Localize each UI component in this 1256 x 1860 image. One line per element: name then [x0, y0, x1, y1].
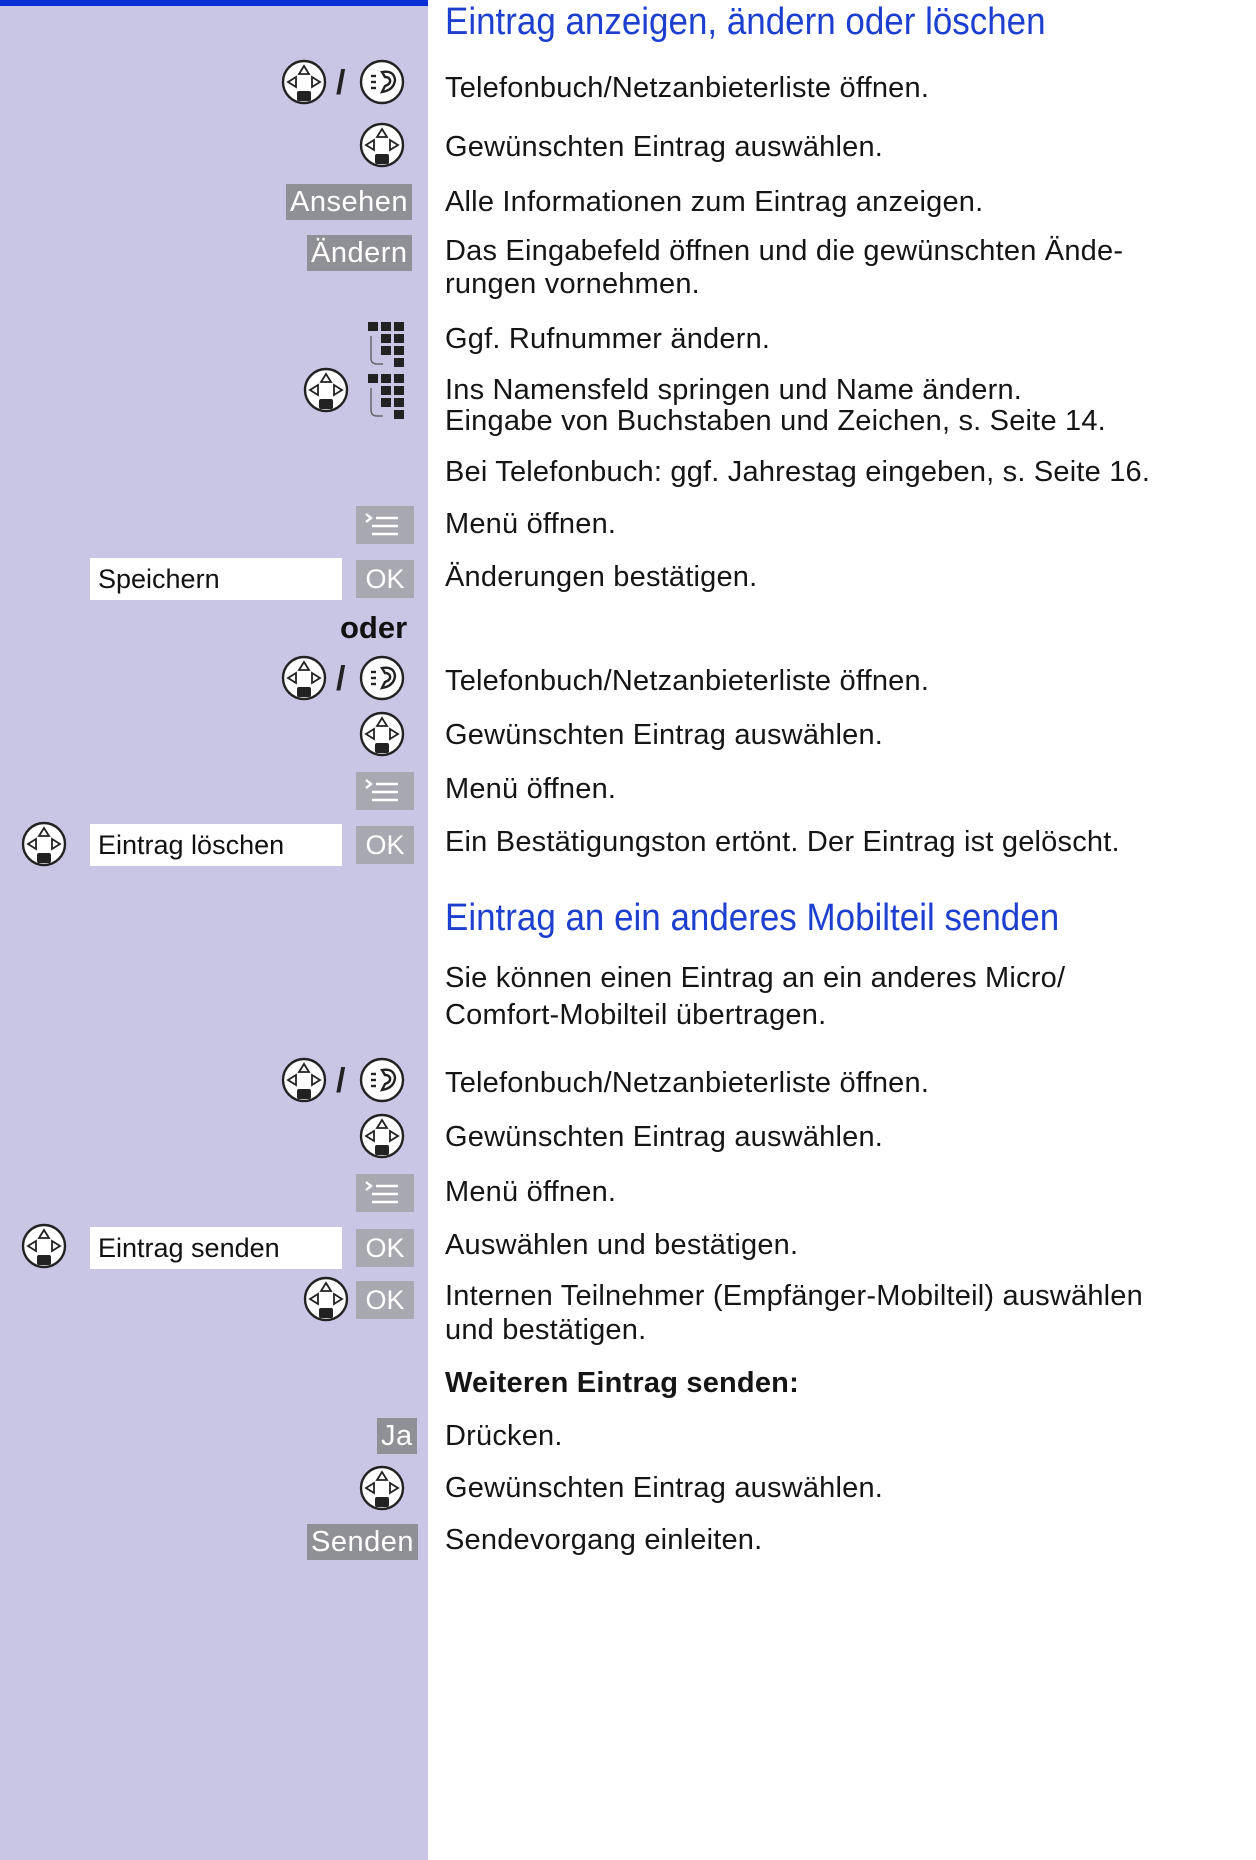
menu-item-eintrag-loeschen[interactable]: Eintrag löschen — [90, 824, 342, 866]
step-internal-1: Internen Teilnehmer (Empfänger-Mobilteil) auswählen — [445, 1280, 1143, 1312]
menu-icon — [356, 1174, 414, 1212]
top-accent-bar — [0, 0, 428, 6]
nav-key-icon[interactable] — [302, 1275, 350, 1325]
softkey-senden[interactable]: Senden — [307, 1524, 418, 1560]
step-send-open-list: Telefonbuch/Netzanbieterliste öffnen. — [445, 1067, 930, 1099]
step-name-field-2: Eingabe von Buchstaben und Zeichen, s. Seite 14. — [445, 405, 1106, 437]
step-open-menu: Menü öffnen. — [445, 508, 617, 540]
step-name-field-1: Ins Namensfeld springen und Name ändern. — [445, 374, 1023, 406]
step-open-field-1: Das Eingabefeld öffnen und die gewünschten Ände- — [445, 235, 1124, 267]
menu-key[interactable] — [356, 772, 414, 810]
menu-icon — [356, 772, 414, 810]
nav-key-icon[interactable] — [280, 58, 328, 108]
or-label: oder — [340, 610, 408, 645]
step-deleted: Ein Bestätigungston ertönt. Der Eintrag ist gelöscht. — [445, 826, 1120, 858]
step-open-list-b: Telefonbuch/Netzanbieterliste öffnen. — [445, 665, 930, 697]
step-select-entry: Gewünschten Eintrag auswählen. — [445, 131, 884, 163]
nav-key-icon[interactable] — [358, 121, 406, 171]
ok-button[interactable]: OK — [356, 1229, 414, 1267]
step-press: Drücken. — [445, 1420, 563, 1452]
menu-item-speichern[interactable]: Speichern — [90, 558, 342, 600]
nav-key-icon[interactable] — [280, 1056, 328, 1106]
ok-button[interactable]: OK — [356, 560, 414, 598]
section-title-edit: Eintrag anzeigen, ändern oder löschen — [445, 1, 1046, 43]
step-open-menu-b: Menü öffnen. — [445, 773, 617, 805]
step-change-number: Ggf. Rufnummer ändern. — [445, 323, 771, 355]
subheading-more: Weiteren Eintrag senden: — [445, 1367, 799, 1399]
step-select-entry-b: Gewünschten Eintrag auswählen. — [445, 719, 884, 751]
nav-key-icon[interactable] — [20, 820, 68, 870]
intro-line-1: Sie können einen Eintrag an ein anderes Micro/ — [445, 962, 1066, 994]
menu-key[interactable] — [356, 1174, 414, 1212]
ok-button[interactable]: OK — [356, 1281, 414, 1319]
nav-key-icon[interactable] — [358, 1112, 406, 1162]
section-title-send: Eintrag an ein anderes Mobilteil senden — [445, 897, 1060, 939]
step-open-list: Telefonbuch/Netzanbieterliste öffnen. — [445, 72, 930, 104]
phonebook-key-icon[interactable] — [358, 654, 406, 704]
phonebook-key-icon[interactable] — [358, 58, 406, 108]
keypad-icon[interactable] — [368, 322, 408, 370]
intro-line-2: Comfort-Mobilteil übertragen. — [445, 999, 827, 1031]
step-start-send: Sendevorgang einleiten. — [445, 1524, 763, 1556]
or-slash: / — [336, 1062, 346, 1100]
step-open-field-2: rungen vornehmen. — [445, 268, 700, 300]
softkey-ja[interactable]: Ja — [377, 1418, 417, 1454]
nav-key-icon[interactable] — [20, 1222, 68, 1272]
step-show-info: Alle Informationen zum Eintrag anzeigen. — [445, 186, 984, 218]
nav-key-icon[interactable] — [358, 1464, 406, 1514]
phonebook-key-icon[interactable] — [358, 1056, 406, 1106]
step-select-confirm: Auswählen und bestätigen. — [445, 1229, 799, 1261]
keypad-icon[interactable] — [368, 374, 408, 422]
step-send-select-entry: Gewünschten Eintrag auswählen. — [445, 1121, 884, 1153]
step-select-entry-c: Gewünschten Eintrag auswählen. — [445, 1472, 884, 1504]
step-internal-2: und bestätigen. — [445, 1314, 647, 1346]
or-slash: / — [336, 64, 346, 102]
softkey-ansehen[interactable]: Ansehen — [286, 184, 412, 220]
step-confirm-changes: Änderungen bestätigen. — [445, 561, 758, 593]
menu-key[interactable] — [356, 506, 414, 544]
step-anniversary: Bei Telefonbuch: ggf. Jahrestag eingeben, s. Seite 16. — [445, 456, 1151, 488]
menu-item-eintrag-senden[interactable]: Eintrag senden — [90, 1227, 342, 1269]
or-slash: / — [336, 660, 346, 698]
nav-key-icon[interactable] — [358, 710, 406, 760]
step-send-open-menu: Menü öffnen. — [445, 1176, 617, 1208]
nav-key-icon[interactable] — [302, 366, 350, 416]
menu-icon — [356, 506, 414, 544]
ok-button[interactable]: OK — [356, 826, 414, 864]
nav-key-icon[interactable] — [280, 654, 328, 704]
left-sidebar — [0, 0, 428, 1860]
softkey-aendern[interactable]: Ändern — [307, 235, 412, 271]
